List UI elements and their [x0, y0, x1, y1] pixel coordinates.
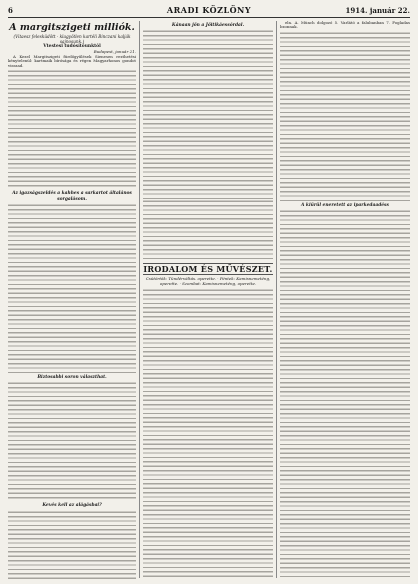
article-kicker: Vtestesi tudósítóunktól — [43, 44, 101, 49]
column-middle — [143, 21, 273, 580]
theater-program: Csütörtök: Tündérváltás. operette. · Péntek: Kamisnemeténg, operette. · Szombat: Kamisnemeténg, operette. — [145, 276, 271, 287]
article-lead: A Kezel Margitszigeti fürdőgyűlések Sienesen rezthetési kénytelenül: kartmaik bírósága és régen Magyarhonos gondot visszad. — [8, 54, 136, 68]
column-intro: eln. A. Münch dolgozó 5. Varlátó a falubanban 7. Fogladas bzonnak. — [280, 21, 410, 30]
body-text-block — [143, 288, 273, 580]
body-text-block — [8, 69, 136, 189]
body-text-block — [143, 199, 273, 259]
article-heading: Kánaan jön a Jöitikáessórdal. — [171, 23, 245, 28]
page-number: 6 — [8, 6, 13, 15]
section-heading: IRODALOM ÉS MŰVÉSZET. — [143, 264, 273, 275]
column-left — [8, 21, 136, 580]
article-dateline: Budapest, január 21. — [93, 49, 136, 54]
header-rule — [8, 17, 410, 18]
article-subheading: Az igazságszeldés a kahhes a sarkartot általános sorgalásom. — [12, 191, 132, 202]
article-title: A margitszigeti milliók. — [9, 22, 135, 33]
body-text-block — [280, 31, 410, 201]
column-divider — [276, 21, 277, 578]
newspaper-header — [8, 5, 410, 17]
body-text-block — [8, 203, 136, 373]
article-subheading: Kevés kell az alágásbai? — [42, 503, 102, 509]
column-right — [280, 21, 410, 580]
body-text-block — [8, 510, 136, 580]
article-subheading: A kiürül eneretett az iparkedaadéss — [301, 202, 389, 208]
issue-date: 1914. január 22. — [345, 6, 410, 15]
body-text-block — [280, 209, 410, 580]
newspaper-title: ARADI KÖZLÖNY — [166, 5, 252, 15]
body-text-block — [8, 381, 136, 501]
column-divider — [139, 21, 140, 578]
article-subtitle: (Vitaesz felesküdött · klagyötlen kartéli Binczani kalják sajnosunk.) — [13, 34, 131, 44]
article-subheading: Biztosabbi soron választhat. — [37, 375, 107, 381]
body-text-block — [143, 29, 273, 199]
